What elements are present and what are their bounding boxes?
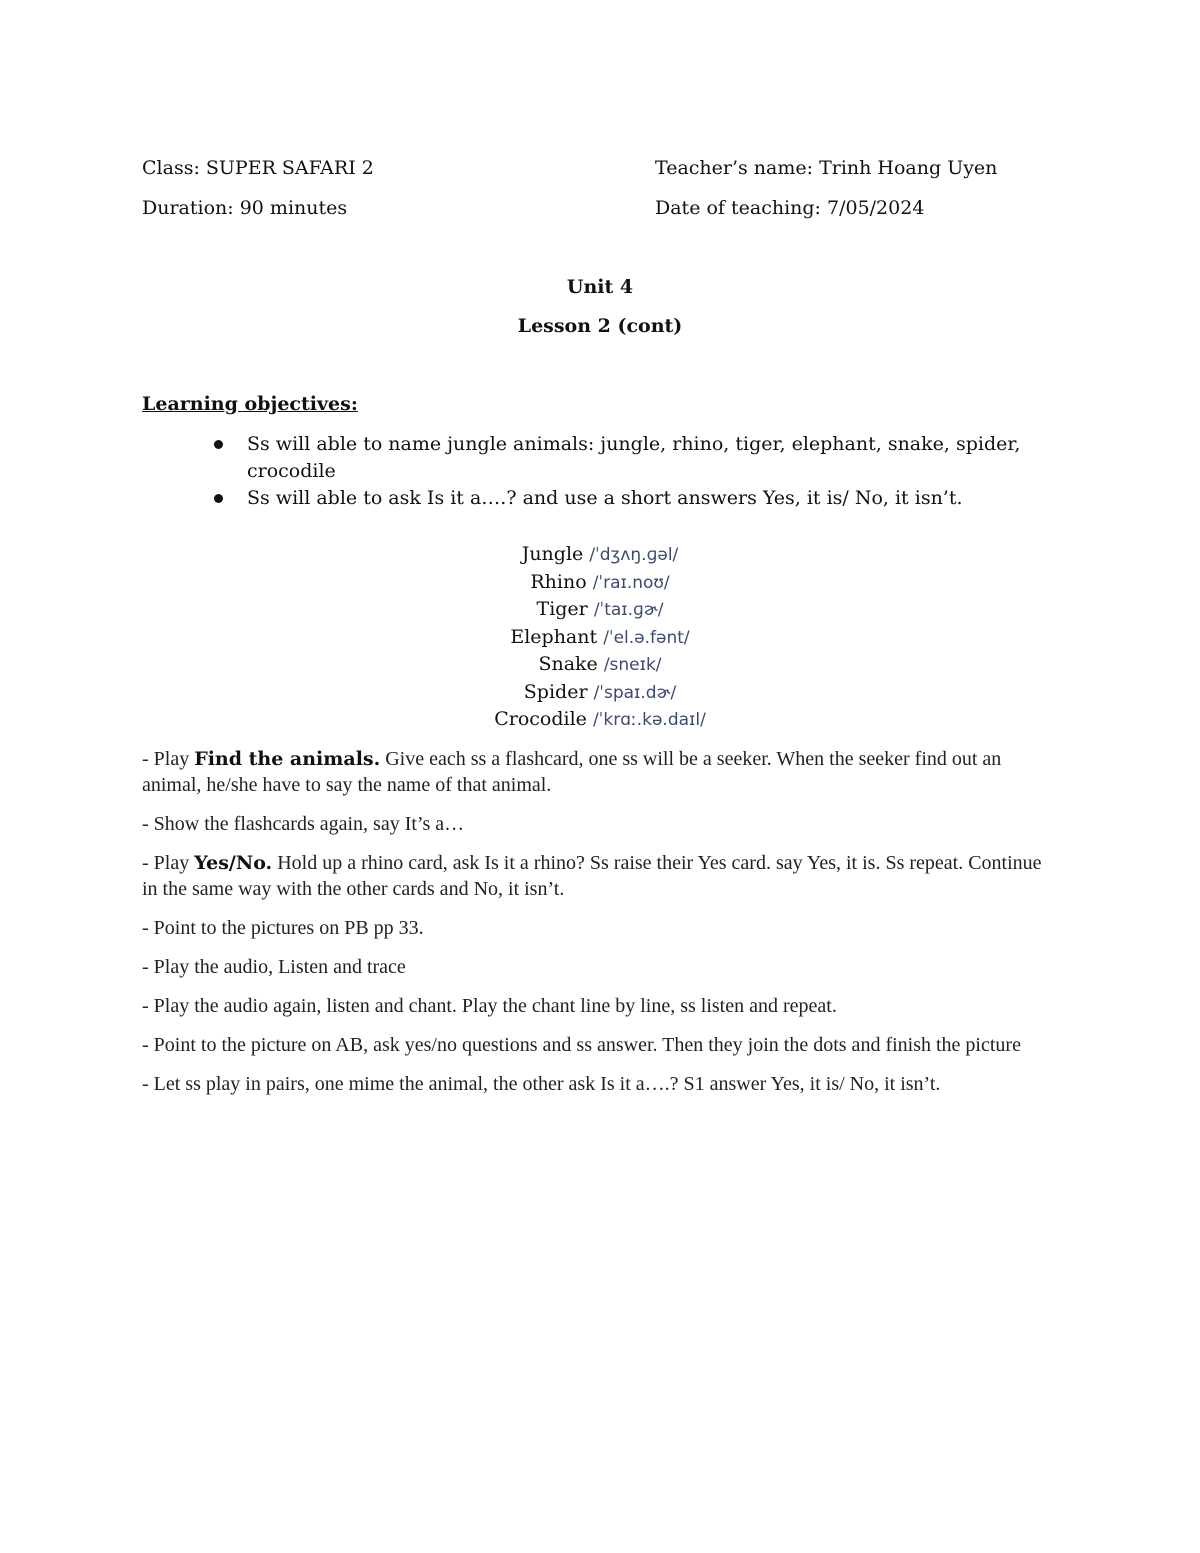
vocab-ipa: /ˈel.ə.fənt/ <box>603 627 690 648</box>
procedure-step <box>142 993 1052 1019</box>
vocab-item <box>0 596 1200 624</box>
procedure-step <box>142 915 1052 941</box>
step-text: - Show the flashcards again, say It’s a… <box>142 813 465 835</box>
unit-title: Unit 4 <box>566 276 634 298</box>
step-text: - Play <box>142 852 195 874</box>
step-text: Hold up a rhino card, ask Is it a rhino? Ss raise their Yes card. say Yes, it is. Ss repeat. Continue in the same way with the other cards and No, it isn’t. <box>142 852 1042 900</box>
vocab-word: Tiger <box>536 598 588 620</box>
objective-text: Ss will able to ask Is it a….? and use a short answers Yes, it is/ No, it isn’t. <box>247 487 963 509</box>
vocab-ipa: /sneɪk/ <box>603 655 662 675</box>
procedure-step <box>142 746 1052 798</box>
step-text: - Let ss play in pairs, one mime the animal, the other ask Is it a….? S1 answer Yes, it is/ No, it isn’t. <box>142 1073 941 1095</box>
procedure-step <box>142 850 1052 902</box>
vocab-ipa: /ˈspaɪ.dɚ/ <box>593 682 677 703</box>
vocab-word: Snake <box>538 653 598 675</box>
vocabulary-list <box>0 541 1200 734</box>
vocab-ipa: /ˈkrɑː.kə.daɪl/ <box>592 710 706 730</box>
objective-text: Ss will able to name jungle animals: jungle, rhino, tiger, elephant, snake, spider, crocodile <box>247 433 1021 482</box>
vocab-word: Rhino <box>530 570 587 593</box>
duration-label: Duration: 90 minutes <box>142 197 348 219</box>
vocab-item <box>0 651 1200 679</box>
objectives-list <box>142 431 1062 512</box>
vocab-ipa: /ˈdʒʌŋ.ɡəl/ <box>589 545 679 565</box>
step-text: - Play the audio again, listen and chant. Play the chant line by line, ss listen and repeat. <box>142 995 837 1017</box>
vocab-item <box>0 679 1200 707</box>
vocab-item <box>0 541 1200 569</box>
vocab-word: Elephant <box>510 625 598 648</box>
vocab-ipa: /ˈraɪ.noʊ/ <box>592 572 670 593</box>
class-label: Class: SUPER SAFARI 2 <box>142 157 374 179</box>
vocab-word: Crocodile <box>494 708 587 730</box>
bullet-icon <box>214 440 223 449</box>
vocab-item <box>0 624 1200 652</box>
procedure-step <box>142 1032 1052 1058</box>
procedure-step <box>142 811 1052 837</box>
step-text: - Play <box>142 748 195 770</box>
step-text: Give each ss a flashcard, one ss will be a seeker. When the seeker find out an animal, he/she have to say the name of that animal. <box>142 748 1002 796</box>
procedure-step <box>142 1071 1052 1097</box>
objectives-heading: Learning objectives: <box>142 393 358 415</box>
bullet-icon <box>214 494 223 503</box>
objective-item <box>142 485 1062 512</box>
step-text: - Play the audio, Listen and trace <box>142 956 406 978</box>
vocab-ipa: /ˈtaɪ.ɡɚ/ <box>593 600 664 620</box>
vocab-word: Spider <box>523 680 588 703</box>
date-label: Date of teaching: 7/05/2024 <box>655 197 925 219</box>
vocab-word: Jungle <box>521 543 584 565</box>
lesson-title: Lesson 2 (cont) <box>517 315 683 337</box>
teacher-label: Teacher’s name: Trinh Hoang Uyen <box>655 157 998 179</box>
objective-item <box>142 431 1062 485</box>
procedure-list <box>142 746 1052 1110</box>
activity-name: Find the animals. <box>194 748 381 770</box>
step-text: - Point to the pictures on PB pp 33. <box>142 917 424 939</box>
activity-name: Yes/No. <box>194 852 273 874</box>
vocab-item <box>0 569 1200 597</box>
vocab-item <box>0 706 1200 734</box>
step-text: - Point to the picture on AB, ask yes/no questions and ss answer. Then they join the dots and finish the picture <box>142 1034 1021 1056</box>
procedure-step <box>142 954 1052 980</box>
